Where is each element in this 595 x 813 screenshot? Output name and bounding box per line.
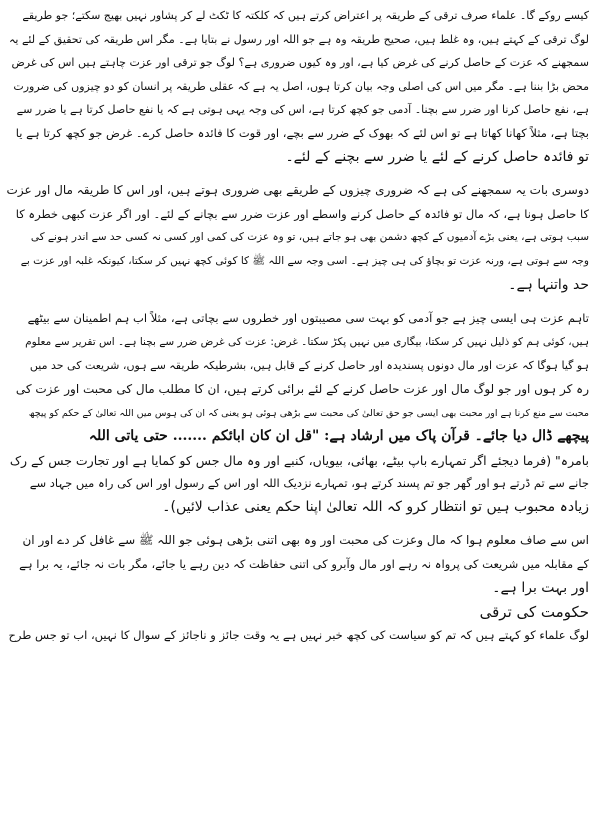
text-line: تو فائدہ حاصل کرنے کے لئے یا ضرر سے بچنے کے لئے۔ xyxy=(285,148,589,165)
text-line: کیسے روکے گا۔ علماء صرف ترقی کے طریقہ پر اعتراض کرتے ہیں کہ کلکتہ کا ٹکٹ لے کر پشاور نہیں بھیج سکتے؛ جو طریقے xyxy=(22,9,589,22)
text-line: حد واتنہا ہے۔ xyxy=(508,276,589,293)
document-page xyxy=(6,4,589,809)
text-line: دوسری بات یہ سمجھنے کی ہے کہ ضروری چیزوں کے طریقے بھی ضروری ہوتے ہیں، اور اس کا طریقہ مال اور عزت xyxy=(6,183,589,198)
paragraph-gap xyxy=(6,297,589,307)
text-line: سمجھنے کہ عزت کے حاصل کرنے کی غرض کیا ہے، اور وہ کیوں ضروری ہے؟ لوگ جو ترقی اور عزت چاہتے ہیں اس کی غرض xyxy=(11,56,589,70)
text-line: ہو گیا ہوگا کہ عزت اور مال دونوں پسندیدہ اور حاصل کرنے کے قابل ہیں، بشرطیکہ طریقہ سے ہوں، شریعت کی حد میں xyxy=(29,359,589,373)
quran-quote-line: پیچھے ڈال دیا جائے۔ قرآن پاک میں ارشاد ہے: "قل ان کان ابائکم ....... حتی یاتی اللہ xyxy=(88,428,589,445)
text-line: اور بہت برا ہے۔ xyxy=(492,579,589,596)
text-line: لوگ علماء کو کہتے ہیں کہ تم کو سیاست کی کچھ خبر نہیں ہے یہ وقت جائز و ناجائز کے سوال کا نہیں، اب تو جس طرح xyxy=(8,628,589,643)
text-line: محض بڑا بننا ہے۔ مگر میں اس کی اصلی وجہ بیان کرتا ہوں، اصل یہ ہے کہ عقلی طریقہ پر انسان کو دو چیزوں کی ضرورت xyxy=(13,79,589,93)
text-line: بچتا ہے، مثلاً کھانا کھاتا ہے تو اس لئے کہ بھوک کے ضرر سے بچے، اور قوت کا فائدہ حاصل کرے۔ غرض جو کچھ کرتا ہے یا xyxy=(15,125,589,140)
paragraph-4 xyxy=(6,529,589,600)
text-line: بامرہ" (فرما دیجئے اگر تمہارے باپ بیٹے، بھائی، بیویاں، کنبے اور وہ مال جس کو کمایا ہے اور تجارت جس کے رک xyxy=(9,452,589,468)
text-line: کا حاصل ہونا ہے، کہ مال تو فائدہ کے حاصل کرنے واسطے اور عزت ضرر سے بچانے کے لئے۔ اور اگر عزت کبھی خطرہ کا xyxy=(15,206,589,221)
text-line: ہیں، کوئی ہم کو ذلیل نہیں کر سکتا، بیگاری میں نہیں پکڑ سکتا۔ غرض: عزت کی غرض ضرر سے بچنا ہے۔ اس تقریر سے معلوم xyxy=(25,335,589,348)
paragraph-1 xyxy=(6,4,589,169)
paragraph-gap xyxy=(6,519,589,529)
text-line: لوگ ترقی کے کہتے ہیں، وہ غلط ہیں، صحیح طریقہ وہ ہے جو اللہ اور رسول نے بتایا ہے۔ مگر اس طریقہ کی تحقیق کے لئے یہ xyxy=(8,32,589,46)
text-line: وجہ سے ہوتی ہے، ورنہ عزت تو بچاؤ کی ہی چیز ہے۔ اسی وجہ سے اللہ ﷺ کا کوئی کچھ نہیں کر سکتا، کیونکہ غلبہ اور عزت بے xyxy=(20,254,589,267)
text-line: سبب ہوتی ہے، یعنی بڑے آدمیوں کے کچھ دشمن بھی ہو جاتے ہیں، تو وہ عزت کی کمی اور کسی نہ کسی حد سے اندر ہونے کی xyxy=(30,231,589,244)
text-line: ہے، نفع حاصل کرنا اور ضرر سے بچنا۔ آدمی جو کچھ کرتا ہے، اس کی وجہ یہی ہوتی ہے کہ یا نفع حاصل کرتا ہے یا ضرر سے xyxy=(16,103,589,117)
paragraph-3 xyxy=(6,307,589,519)
text-line: کے مقابلہ میں شریعت کی پرواہ نہ رہے اور مال وآبرو کی اتنی حفاظت کہ دین رہے یا جائے، مگر بات نہ جائے، یہ برا ہے xyxy=(19,557,589,572)
paragraph-2 xyxy=(6,179,589,297)
section-heading: حکومت کی ترقی xyxy=(479,603,589,622)
text-line: جانے سے تم ڈرتے ہو اور گھر جو تم پسند کرتے ہو، تمہارے نزدیک اللہ اور اس کے رسول اور اس کی راہ میں جہاد سے xyxy=(29,476,589,491)
text-line: زیادہ محبوب ہیں تو انتظار کرو کہ اللہ تعالیٰ اپنا حکم یعنی عذاب لائیں)۔ xyxy=(162,498,589,515)
paragraph-gap xyxy=(6,169,589,179)
text-line: محبت سے منع کرنا ہے اور محبت بھی ایسی جو حق تعالیٰ کی محبت سے بڑھی ہوئی ہو یعنی کہ ان کی ہوس میں اللہ تعالیٰ کے حکم کو پیچھ xyxy=(28,407,589,419)
text-line: تاہم عزت ہی ایسی چیز ہے جو آدمی کو بہت سی مصیبتوں اور خطروں سے بچاتی ہے، مثلاً اب ہم اطمینان سے بیٹھے xyxy=(27,311,589,326)
text-line: رہ کر ہوں اور جو لوگ مال اور عزت حاصل کرنے کے لئے برائی کرتے ہیں، ان کا مطلب مال کی محبت اور عزت کی xyxy=(15,381,589,396)
text-line: اس سے صاف معلوم ہوا کہ مال وعزت کی محبت اور وہ بھی اتنی بڑھی ہوئی جو اللہ ﷺ سے غافل کر دے اور ان xyxy=(22,533,589,548)
